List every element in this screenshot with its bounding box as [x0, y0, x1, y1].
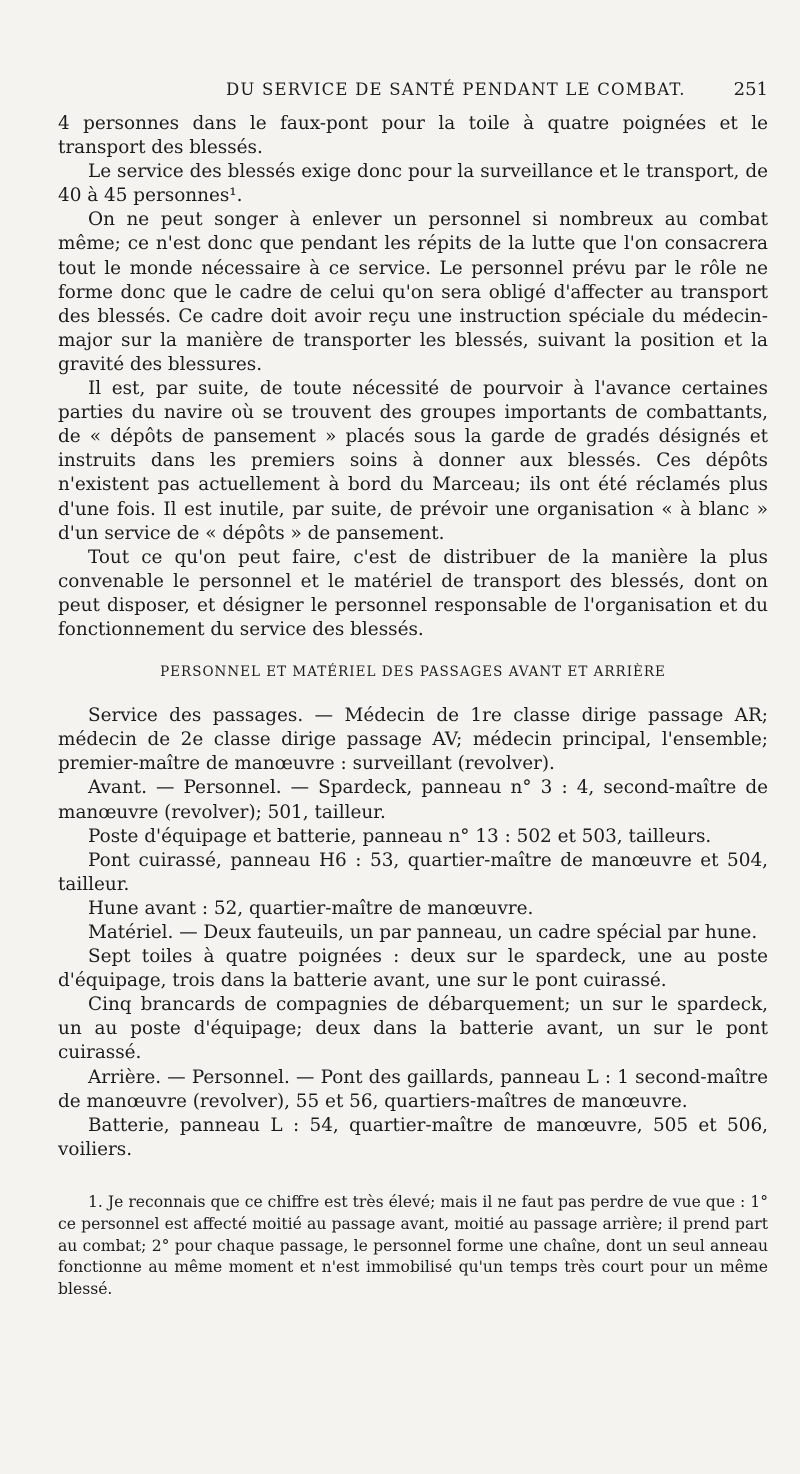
footnote: [58, 1192, 768, 1301]
section-paragraph-9: Arrière. — Personnel. — Pont des gaillards, panneau L : 1 second-maître de manœuvre (revolver), 55 et 56, quartiers-maîtres de manœuvre.: [58, 1066, 768, 1112]
running-header: [58, 78, 768, 102]
section-paragraph-5: Hune avant : 52, quartier-maître de manœuvre.: [88, 897, 534, 919]
section-paragraph-6: Matériel. — Deux fauteuils, un par panneau, un cadre spécial par hune.: [88, 922, 758, 943]
paragraph-4: Il est, par suite, de toute nécessité de pourvoir à l'avance certaines parties du navire où se trouvent des groupes importants de combattants, de « dépôts de pansement » placés sous la garde de gradés désignés et instruits dans les premiers soins à donner aux blessés. Ces dépôts n'existent pas actuellement à bord du Marceau; ils ont été réclamés plus d'une fois. Il est inutile, par suite, de prévoir une organisation « à blanc » d'un service de « dépôts » de pansement.: [58, 378, 768, 544]
section-paragraph-3: Poste d'équipage et batterie, panneau n° 13 : 502 et 503, tailleurs.: [88, 825, 712, 847]
running-title: DU SERVICE DE SANTÉ PENDANT LE COMBAT.: [225, 80, 686, 99]
paragraph-5: Tout ce qu'on peut faire, c'est de distribuer de la manière la plus convenable le personnel et le matériel de transport des blessés, dont on peut disposer, et désigner le personnel responsable de l'organisation et du fonctionnement du service des blessés.: [58, 546, 768, 640]
section-paragraph-7: Sept toiles à quatre poignées : deux sur le spardeck, une au poste d'équipage, trois dans la batterie avant, une sur le pont cuirassé.: [58, 946, 768, 992]
paragraph-1: 4 personnes dans le faux-pont pour la toile à quatre poignées et le transport des blessés.: [58, 113, 768, 159]
section-paragraph-1: Service des passages. — Médecin de 1re classe dirige passage AR; médecin de 2e classe dirige passage AV; médecin principal, l'ensemble; premier-maître de manœuvre : surveillant (revolver).: [58, 705, 768, 775]
section-heading: PERSONNEL ET MATÉRIEL DES PASSAGES AVANT ET ARRIÈRE: [160, 664, 666, 681]
book-page: [58, 78, 768, 1301]
page-number: 251: [733, 79, 768, 100]
section-paragraph-2: Avant. — Personnel. — Spardeck, panneau n° 3 : 4, second-maître de manœuvre (revolver); 501, tailleur.: [58, 777, 768, 823]
paragraph-2: Le service des blessés exige donc pour la surveillance et le transport, de 40 à 45 personnes¹.: [58, 161, 768, 207]
section-paragraph-8: Cinq brancards de compagnies de débarquement; un sur le spardeck, un au poste d'équipage; deux dans la batterie avant, un sur le pont cuirassé.: [58, 994, 768, 1064]
section-paragraph-4: Pont cuirassé, panneau H6 : 53, quartier-maître de manœuvre et 504, tailleur.: [58, 849, 768, 895]
paragraph-3: On ne peut songer à enlever un personnel si nombreux au combat même; ce n'est donc que pendant les répits de la lutte que l'on consacrera tout le monde nécessaire à ce service. Le personnel prévu par le rôle ne forme donc que le cadre de celui qu'on sera obligé d'affecter au transport des blessés. Ce cadre doit avoir reçu une instruction spéciale du médecin-major sur la manière de transporter les blessés, suivant la position et la gravité des blessures.: [58, 209, 768, 375]
footnote-text: 1. Je reconnais que ce chiffre est très élevé; mais il ne faut pas perdre de vue que : 1° ce personnel est affecté moitié au passage avant, moitié au passage arrière; il prend part au combat; 2° pour chaque passage, le personnel forme une chaîne, dont un seul anneau fonctionne au même moment et n'est immobilisé qu'un temps très court pour un même blessé.: [58, 1192, 768, 1299]
section-paragraph-10: Batterie, panneau L : 54, quartier-maître de manœuvre, 505 et 506, voiliers.: [58, 1114, 768, 1160]
